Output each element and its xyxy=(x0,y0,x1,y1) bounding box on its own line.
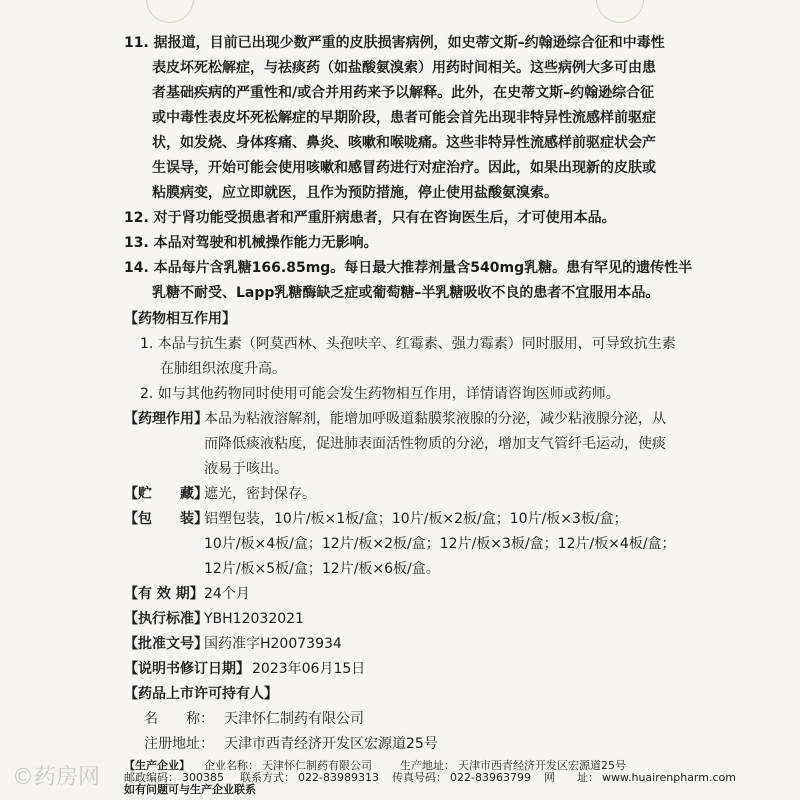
item14-line-2: 乳糖不耐受、Lapp乳糖酶缺乏症或葡萄糖–半乳糖吸收不良的患者不宜服用本品。 xyxy=(152,285,660,301)
manufacturer-web-value: www.huairenpharm.com xyxy=(602,771,736,784)
item11-line-2: 表皮坏死松解症，与祛痰药（如盐酸氨溴索）用药时间相关。这些病例大多可由患 xyxy=(152,60,656,76)
validity-heading: 【有 效 期】 xyxy=(124,586,204,602)
item13-text: 13. 本品对驾驶和机械操作能力无影响。 xyxy=(124,235,378,251)
validity-value: 24个月 xyxy=(204,586,250,602)
standard-heading: 【执行标准】 xyxy=(124,611,208,627)
item11-line-6: 生误导，开始可能会使用咳嗽和感冒药进行对症治疗。因此，如果出现新的皮肤或 xyxy=(152,160,656,176)
pharmacology-line-3: 液易于咳出。 xyxy=(204,461,288,477)
package-line-2: 10片/板×4板/盒；12片/板×2板/盒；12片/板×3板/盒；12片/板×4板/盒； xyxy=(204,536,676,552)
holder-addr-label: 注册地址： xyxy=(144,736,214,752)
storage-value: 遮光，密封保存。 xyxy=(204,486,316,502)
watermark-text: ©药房网 xyxy=(12,765,101,790)
manufacturer-tel-label: 联系方式： xyxy=(240,771,295,784)
storage-heading: 【贮 藏】 xyxy=(124,486,208,502)
package-line-1: 铝塑包装，10片/板×1板/盒；10片/板×2板/盒；10片/板×3板/盒； xyxy=(204,511,628,527)
item11-line-5: 状，如发烧、身体疼痛、鼻炎、咳嗽和喉咙痛。这些非特异性流感样前驱症状会产 xyxy=(152,135,656,151)
approval-heading: 【批准文号】 xyxy=(124,636,208,652)
interactions-heading: 【药物相互作用】 xyxy=(124,311,236,327)
manufacturer-zip-label: 邮政编码： xyxy=(124,771,179,784)
manufacturer-web-label: 网 址： xyxy=(544,771,599,784)
contact-footer: 如有问题可与生产企业联系 xyxy=(124,783,256,796)
holder-addr-value: 天津市西青经济开发区宏源道25号 xyxy=(224,736,438,752)
manufacturer-name-label: 企业名称： xyxy=(204,759,259,772)
item14-line-1: 14. 本品每片含乳糖166.85mg。每日最大推荐剂量含540mg乳糖。患有罕见的遗传性半 xyxy=(124,260,693,276)
item12-text: 12. 对于肾功能受损患者和严重肝病患者，只有在咨询医生后，才可使用本品。 xyxy=(124,210,616,226)
interactions-item1-line-1: 1. 本品与抗生素（阿莫西林、头孢呋辛、红霉素、强力霉素）同时服用，可导致抗生素 xyxy=(140,336,676,352)
seal-right xyxy=(596,0,644,23)
revision-value: 2023年06月15日 xyxy=(252,661,366,677)
package-line-3: 12片/板×5板/盒；12片/板×6板/盒。 xyxy=(204,561,440,577)
manufacturer-name-value: 天津怀仁制药有限公司 xyxy=(262,759,372,772)
manufacturer-addr-value: 天津市西青经济开发区宏源道25号 xyxy=(458,759,626,772)
holder-heading: 【药品上市许可持有人】 xyxy=(124,686,278,702)
manufacturer-fax-value: 022-83963799 xyxy=(450,771,531,784)
package-heading: 【包 装】 xyxy=(124,511,208,527)
holder-name-value: 天津怀仁制药有限公司 xyxy=(224,711,364,727)
interactions-item1-line-2: 在肺组织浓度升高。 xyxy=(160,361,286,377)
manufacturer-fax-label: 传真号码： xyxy=(392,771,447,784)
pharmacology-line-1: 本品为粘液溶解剂，能增加呼吸道黏膜浆液腺的分泌，减少粘液腺分泌，从 xyxy=(204,411,666,427)
item11-line-1: 11. 据报道，目前已出现少数严重的皮肤损害病例，如史蒂文斯–约翰逊综合征和中毒性 xyxy=(124,35,665,51)
interactions-item2: 2. 如与其他药物同时使用可能会发生药物相互作用，详情请咨询医师或药师。 xyxy=(140,386,620,402)
pharmacology-heading: 【药理作用】 xyxy=(124,411,208,427)
pharmacology-line-2: 而降低痰液粘度，促进肺表面活性物质的分泌，增加支气管纤毛运动，使痰 xyxy=(204,436,666,452)
seal-left xyxy=(146,0,194,23)
item11-line-4: 或中毒性表皮坏死松解症的早期阶段，患者可能会首先出现非特异性流感样前驱症 xyxy=(152,110,656,126)
holder-name-label: 名 称： xyxy=(144,711,214,727)
revision-heading: 【说明书修订日期】 xyxy=(124,661,250,677)
manufacturer-heading: 【生产企业】 xyxy=(124,759,190,772)
manufacturer-addr-label: 生产地址： xyxy=(400,759,455,772)
item11-line-3: 者基础疾病的严重性和/或合并用药来予以解释。此外，在史蒂文斯–约翰逊综合征 xyxy=(152,85,655,101)
manufacturer-tel-value: 022-83989313 xyxy=(298,771,379,784)
approval-value: 国药准字H20073934 xyxy=(204,636,342,652)
manufacturer-zip-value: 300385 xyxy=(182,771,224,784)
item11-line-7: 粘膜病变，应立即就医，且作为预防措施，停止使用盐酸氨溴索。 xyxy=(152,185,558,201)
standard-value: YBH12032021 xyxy=(204,611,304,627)
